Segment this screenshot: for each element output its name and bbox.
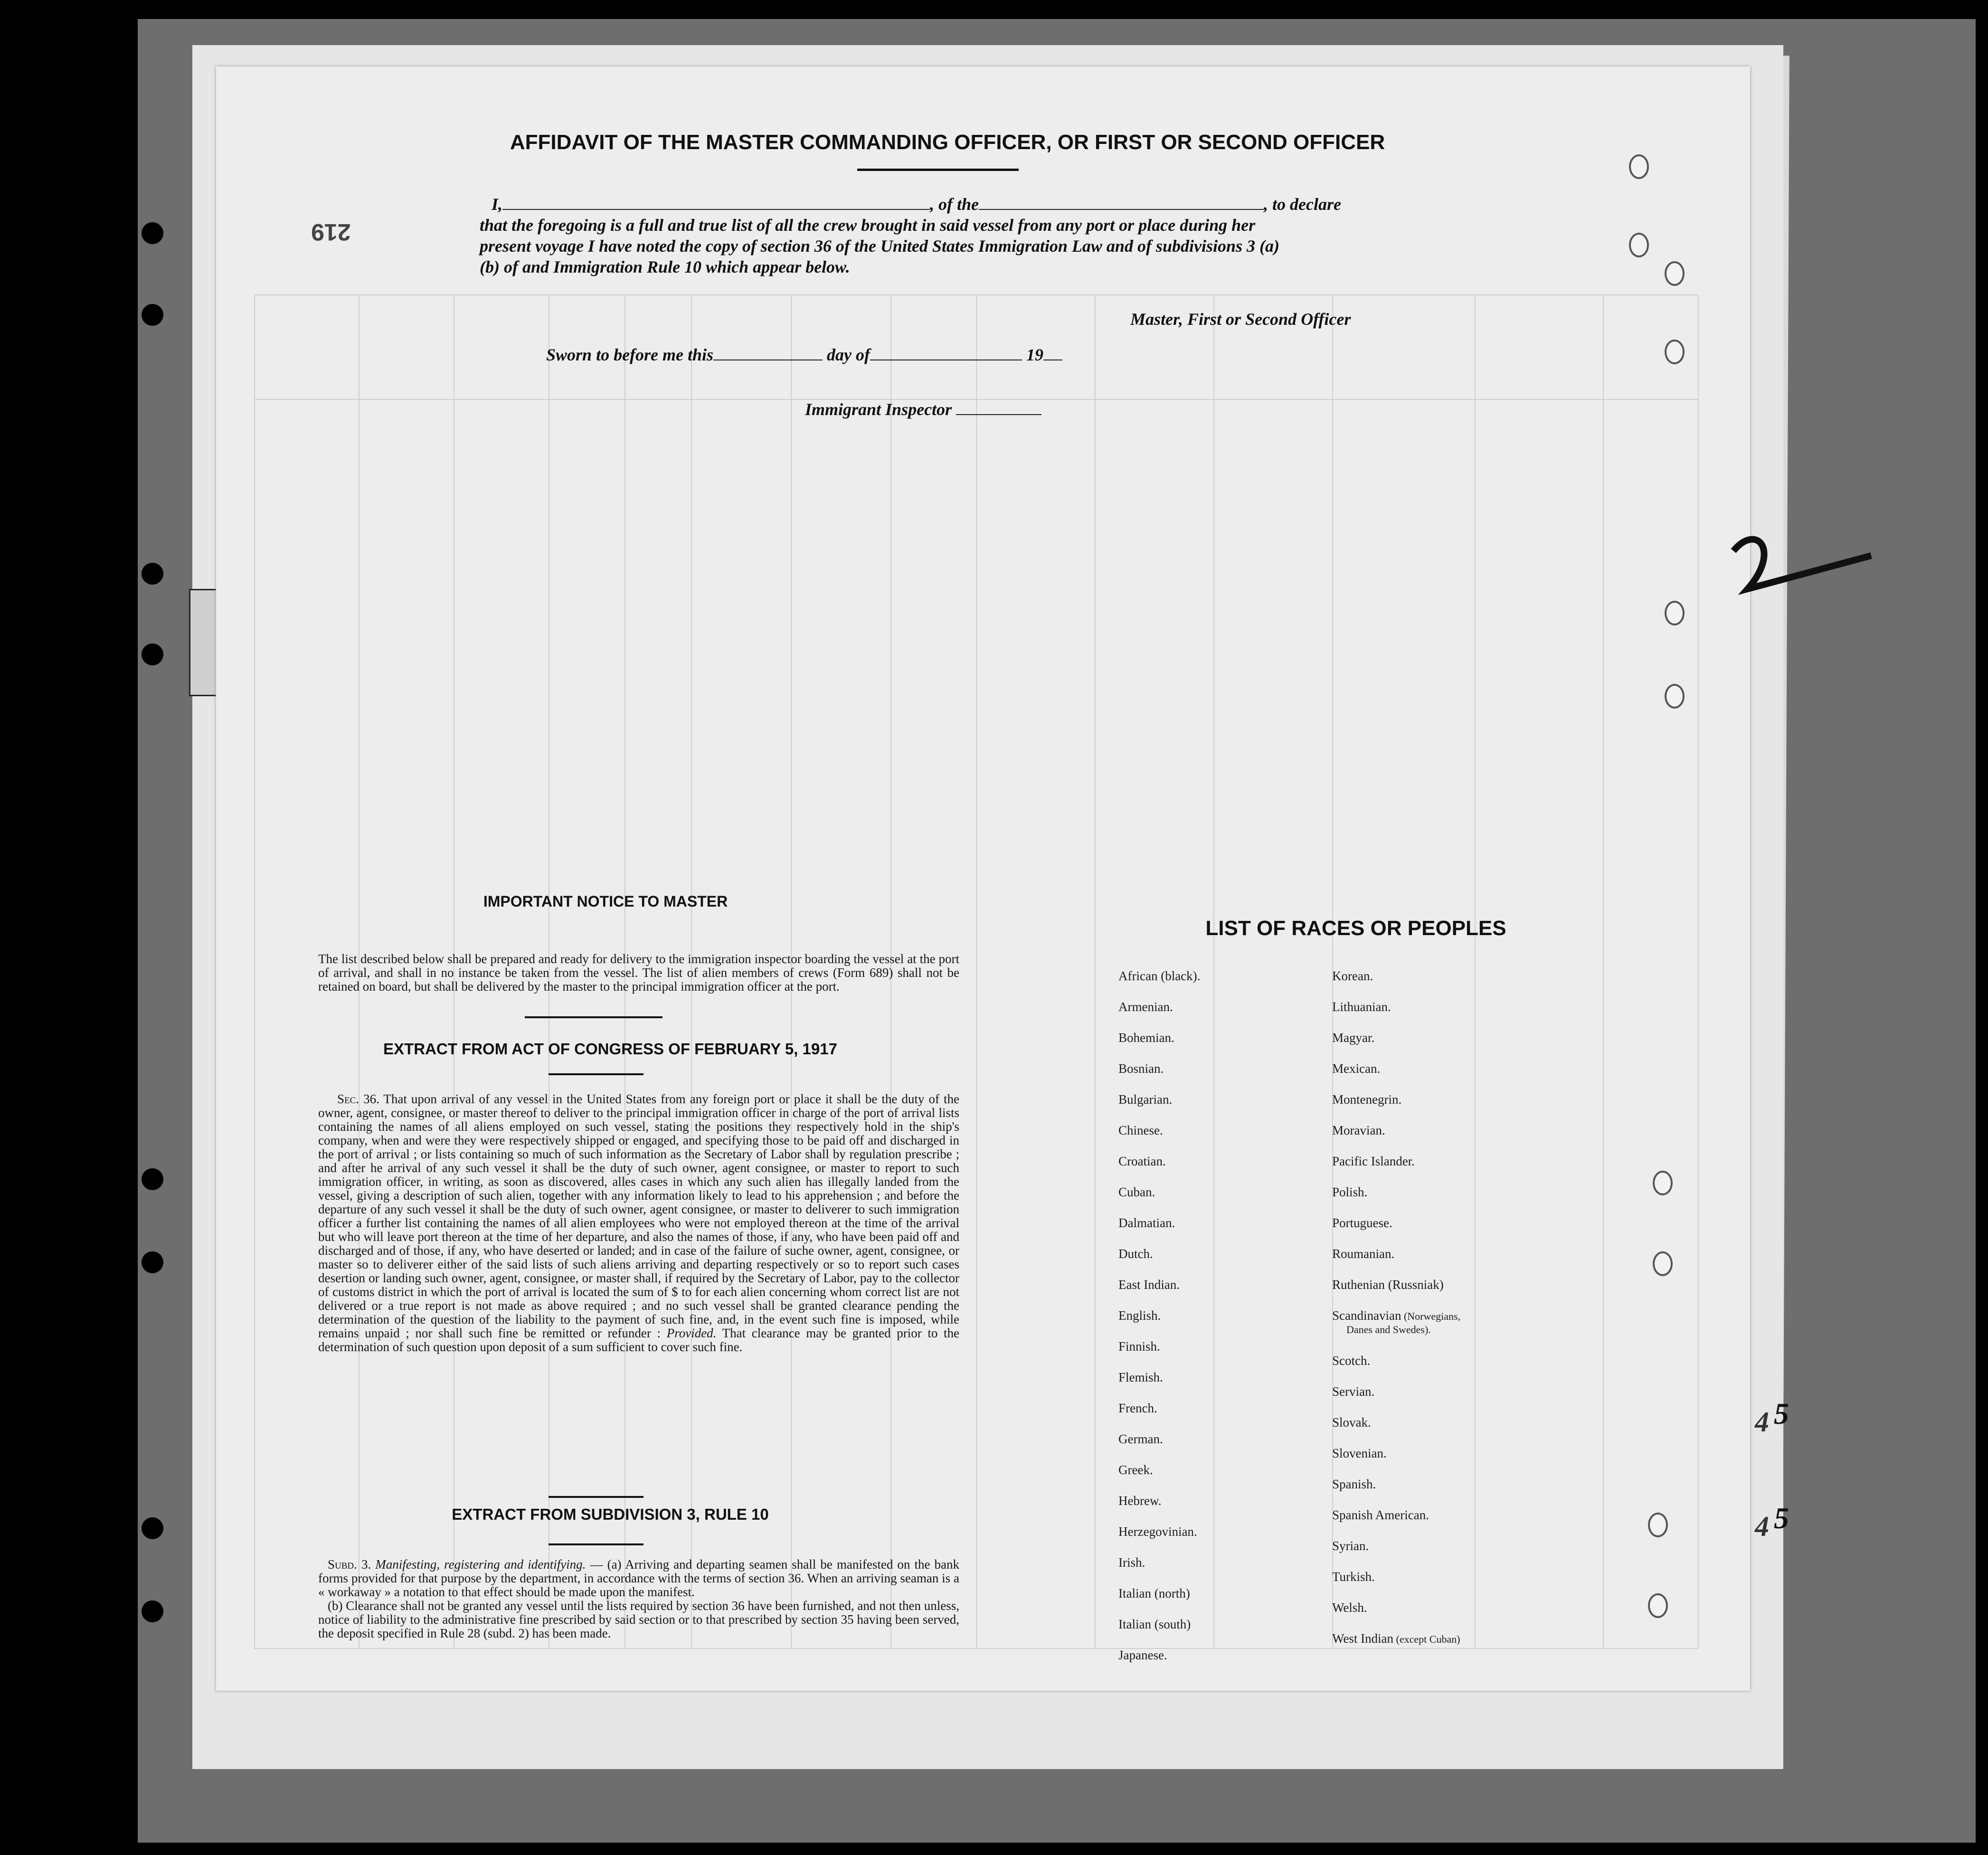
race-item: Finnish. — [1118, 1339, 1160, 1353]
race-item: Italian (south) — [1118, 1617, 1191, 1631]
declaration-line-4: (b) of and Immigration Rule 10 which appear below. — [480, 257, 850, 276]
race-item: Pacific Islander. — [1332, 1154, 1415, 1168]
punch-hole — [142, 222, 163, 244]
day-of-text: day of — [827, 345, 871, 364]
binder-ring — [1665, 261, 1685, 286]
punch-hole — [142, 1251, 163, 1273]
race-item: Japanese. — [1118, 1648, 1167, 1662]
master-signature-label: Master, First or Second Officer — [1130, 310, 1351, 329]
race-item: Polish. — [1332, 1185, 1368, 1199]
notice-divider — [525, 1016, 663, 1018]
ghost-rule — [976, 294, 977, 1648]
inspector-blank — [956, 414, 1041, 415]
race-item: Spanish American. — [1332, 1508, 1429, 1522]
important-notice-title: IMPORTANT NOTICE TO MASTER — [483, 893, 728, 910]
race-item: West Indian (except Cuban) — [1332, 1631, 1460, 1646]
race-item: Magyar. — [1332, 1031, 1375, 1045]
race-item: Servian. — [1332, 1384, 1375, 1399]
sworn-line — [546, 344, 1401, 365]
race-item: Flemish. — [1118, 1370, 1163, 1384]
race-item: Turkish. — [1332, 1570, 1375, 1584]
binder-ring — [1665, 601, 1685, 625]
race-note: Danes and Swedes). — [1346, 1324, 1431, 1335]
race-item: Croatian. — [1118, 1154, 1166, 1168]
ghost-rule — [254, 1648, 1698, 1649]
extract-rule-title: EXTRACT FROM SUBDIVISION 3, RULE 10 — [452, 1505, 769, 1523]
vessel-blank — [979, 209, 1264, 210]
sec-36: Sec. 36. — [337, 1092, 379, 1106]
race-item: Slovak. — [1332, 1415, 1371, 1429]
race-item: Korean. — [1332, 969, 1373, 983]
punch-hole — [142, 304, 163, 326]
subd-3: Subd. 3. — [328, 1557, 371, 1571]
provided-word: Provided. — [666, 1326, 717, 1340]
ghost-rule — [254, 294, 255, 1648]
document-sheet — [216, 66, 1769, 1691]
inspector-line — [805, 399, 1041, 420]
ghost-rule — [1213, 294, 1214, 1648]
race-item: Italian (north) — [1118, 1586, 1190, 1600]
race-item: Hebrew. — [1118, 1494, 1162, 1508]
year-prefix: 19 — [1026, 345, 1044, 364]
race-item: Dutch. — [1118, 1247, 1153, 1261]
race-item: Welsh. — [1332, 1600, 1367, 1615]
race-item: Roumanian. — [1332, 1247, 1395, 1261]
race-item: Lithuanian. — [1332, 1000, 1391, 1014]
race-item: Slovenian. — [1332, 1446, 1387, 1460]
decl-of-the: , of the — [930, 195, 979, 214]
rule-title-divider — [549, 1543, 644, 1545]
ghost-rule — [1698, 294, 1699, 1648]
title-underline — [857, 169, 1019, 171]
important-notice-text: The list described below shall be prepared and ready for delivery to the immigration inspector boarding the vessel at the port of arrival, and shall in no instance be taken from the vessel. The list of alien members of crews (Form 689) shall not be retained on board, but shall be delivered by the master to the principal immigration officer at the port. — [318, 952, 959, 994]
race-item: African (black). — [1118, 969, 1201, 983]
subd-a: — (a) Arriving and departing seamen shall be manifested on the bank forms provided for that purpose by the department, in accordance with the terms of section 36. When an arriving seaman is a « workaway » a notation to that effect should be made upon the manifest. — [318, 1557, 960, 1599]
binder-ring — [1648, 1593, 1668, 1618]
race-item: Spanish. — [1332, 1477, 1376, 1491]
punch-hole — [142, 644, 163, 665]
race-item: Chinese. — [1118, 1123, 1163, 1137]
race-item: Moravian. — [1332, 1123, 1385, 1137]
rule-divider — [549, 1496, 644, 1498]
extract-act-text — [318, 1092, 959, 1354]
ghost-rule — [1603, 294, 1604, 1648]
name-blank — [502, 209, 930, 210]
binder-ring — [1653, 1251, 1673, 1276]
decl-i: I, — [492, 195, 503, 214]
race-note: (except Cuban) — [1393, 1633, 1460, 1645]
handwritten-stroke — [1729, 522, 1881, 608]
punch-hole — [142, 1600, 163, 1622]
race-item: Herzegovinian. — [1118, 1524, 1197, 1539]
stamp-number: 219 — [311, 219, 351, 246]
race-item: Ruthenian (Russniak) — [1332, 1278, 1444, 1292]
race-item: Montenegrin. — [1332, 1092, 1402, 1107]
binder-ring — [1653, 1171, 1673, 1195]
punch-hole — [142, 563, 163, 585]
binder-ring — [1648, 1513, 1668, 1537]
inspector-label: Immigrant Inspector — [805, 400, 952, 419]
subd-heading: Manifesting, registering and identifying. — [375, 1557, 586, 1571]
race-item: French. — [1118, 1401, 1157, 1415]
binder-ring — [1629, 233, 1649, 257]
race-item: Portuguese. — [1332, 1216, 1392, 1230]
ghost-rule — [1475, 294, 1476, 1648]
extract-rule-text — [318, 1558, 959, 1640]
declaration-line-3: present voyage I have noted the copy of section 36 of the United States Immigration Law and of subdivisions 3 (a) — [480, 237, 1279, 256]
race-item: Irish. — [1118, 1555, 1145, 1570]
race-item: Cuban. — [1118, 1185, 1155, 1199]
subd-b: (b) Clearance shall not be granted any vessel until the lists required by section 36 have been furnished, and not then unless, notice of liability to the administrative fine prescribed by said section or to that prescribed by section 35 having been served, the deposit specified in Rule 28 (subd. 2) has been made. — [318, 1599, 959, 1640]
race-item: Scotch. — [1332, 1353, 1371, 1368]
margin-mark: 5 — [1774, 1397, 1789, 1430]
race-item: Bulgarian. — [1118, 1092, 1173, 1107]
punch-hole — [142, 1168, 163, 1190]
punch-hole — [142, 1517, 163, 1539]
race-item: Greek. — [1118, 1463, 1153, 1477]
margin-mark: 5 — [1774, 1501, 1789, 1535]
race-item: East Indian. — [1118, 1278, 1180, 1292]
binder-ring — [1665, 340, 1685, 364]
race-item: Scandinavian (Norwegians, — [1332, 1308, 1461, 1323]
race-item: Mexican. — [1332, 1061, 1381, 1076]
races-title: LIST OF RACES OR PEOPLES — [1205, 917, 1506, 940]
race-item: Armenian. — [1118, 1000, 1173, 1014]
binder-ring — [1629, 154, 1649, 179]
binder-ring — [1665, 684, 1685, 709]
declaration-line-1 — [492, 194, 1655, 215]
act-divider — [549, 1073, 644, 1075]
declaration-line-2: that the foregoing is a full and true list of all the crew brought in said vessel from any port or place during her — [480, 216, 1256, 235]
sworn-text: Sworn to before me this — [546, 345, 714, 364]
decl-to-declare: , to declare — [1264, 195, 1341, 214]
race-item: English. — [1118, 1308, 1161, 1323]
margin-mark: 4 — [1755, 1406, 1769, 1438]
sec-36-end: That clearance may be granted prior to the determination of such question upon deposit of a sum sufficient to cover such fine. — [318, 1326, 959, 1354]
race-item: Bosnian. — [1118, 1061, 1164, 1076]
margin-mark: 4 — [1755, 1511, 1769, 1542]
extract-act-title: EXTRACT FROM ACT OF CONGRESS OF FEBRUARY 5, 1917 — [383, 1040, 837, 1058]
race-note: (Norwegians, — [1401, 1310, 1461, 1322]
affidavit-title: AFFIDAVIT OF THE MASTER COMMANDING OFFICER, OR FIRST OR SECOND OFFICER — [510, 131, 1385, 154]
race-item: Dalmatian. — [1118, 1216, 1175, 1230]
sec-36-body: That upon arrival of any vessel in the United States from any foreign port or place it shall be the duty of the owner, agent, consignee, or master thereof to deliver to the principal immigration officer in charge of the port of arrival lists containing the names of all aliens employed on such vessel, stating the positions they respectively hold in the ship's company, when and were they were respectively shipped or engaged, and specifying those to be paid off and discharged in the port of arrival ; or lists containing so much of such information as the Secretary of Labor shall by regulation prescribe ; and after he arrival of any such vessel it shall be the duty of such owner, agent consignee, or master to report to such immigration officer, in writing, as soon as discovered, alles cases in which any such alien has illegally landed from the vessel, giving a description of such alien, together with any information likely to lead to his apprehension ; and before the departure of any such vessel it shall be the duty of such owner, agent consignee, or master to deliverer to such immigration officer a further list containing the names of all alien employees who were not employed thereon at the time of the arrival but who will leave port thereon at the time of her departure, and also the names of those, if any, who have been paid off and discharged and of those, if any, who have deserted or landed; and in case of the failure of suche owner, agent, consignee, or master so to deliverer either of the said lists of such aliens arriving and departing respectively or so to report such cases desertion or landing such owner, agent, consignee, or master shall, if required by the Secretary of Labor, pay to the collector of customs district in which the port of arrival is located the sum of $ to for each alien concerning whom correct list are not delivered or a true report is not made as above required ; and no such vessel shall be granted clearance pending the determination of the question of the liability to the payment of such fine, and, in the event such fine is imposed, while remains unpaid ; nor shall such fine be remitted or refunder : — [318, 1092, 959, 1340]
ghost-rule — [1095, 294, 1096, 1648]
race-item: Syrian. — [1332, 1539, 1369, 1553]
race-item: Bohemian. — [1118, 1031, 1174, 1045]
race-item: German. — [1118, 1432, 1163, 1446]
